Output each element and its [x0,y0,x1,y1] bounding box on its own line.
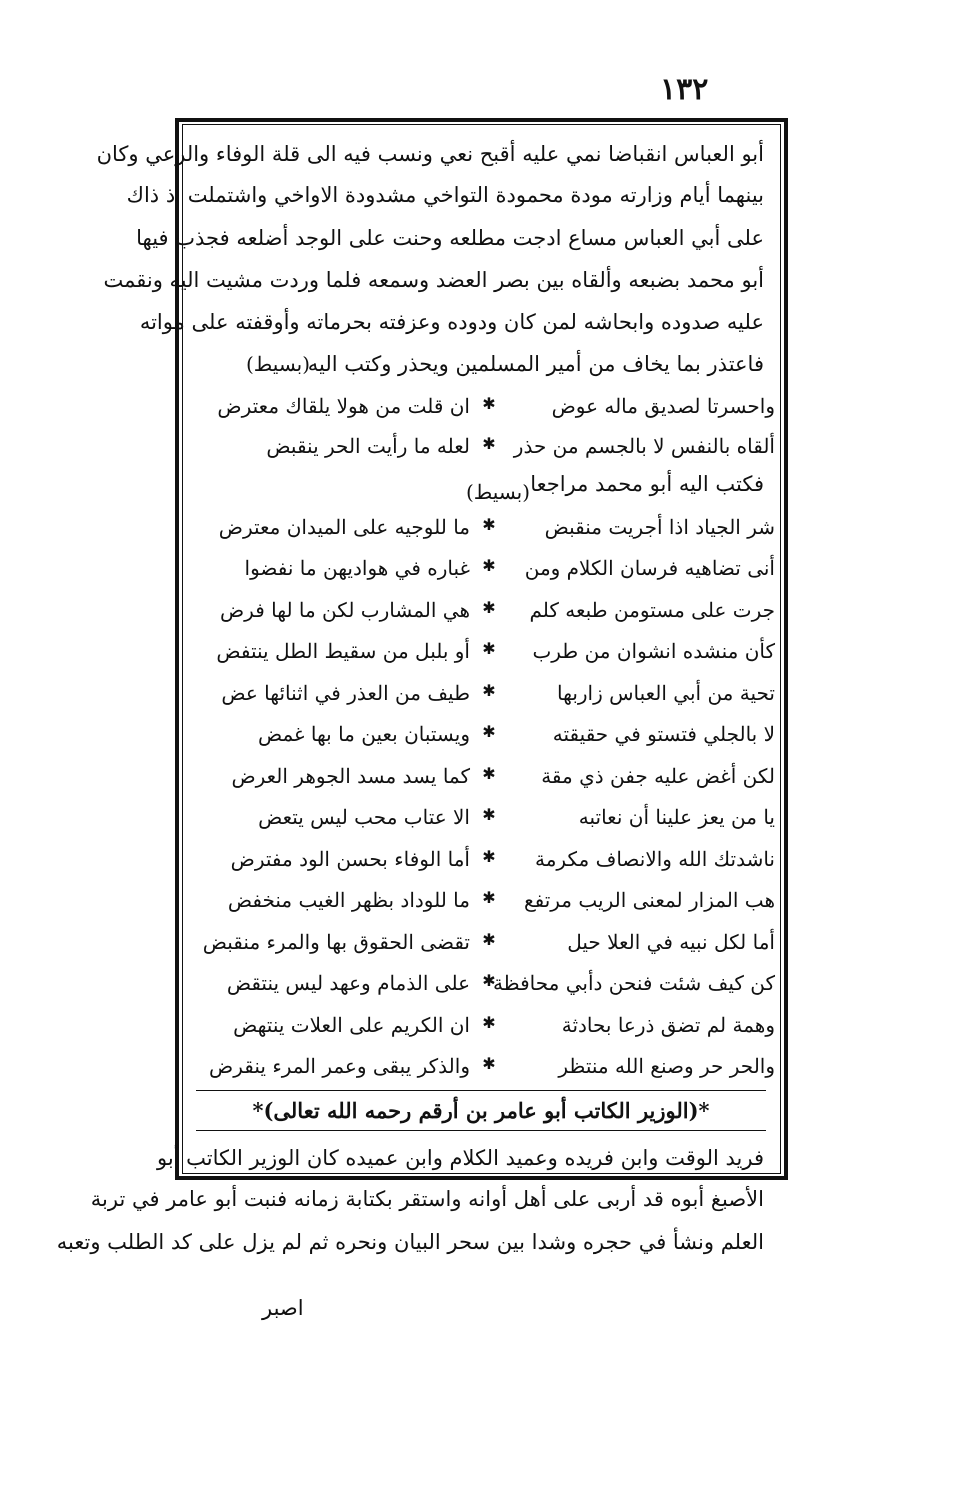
hemistich-left: كما يسد مسد الجوهر العرض [231,764,470,788]
catchword: اصبر [262,1296,304,1320]
hemistich-right: لا بالجلي فتستو في حقيقته [552,722,775,746]
star-separator: ✱ [482,805,496,824]
star-separator: ✱ [482,1013,496,1032]
prose-line: بينهما أيام وزارته مودة محمودة التواخي مشدودة الاواخي واشتملت اذ ذاك [126,183,764,207]
section-paragraph [56,1140,764,1270]
verse-row [205,722,775,756]
section-rule-top [196,1090,766,1091]
hemistich-right: تحية من أبي العباس زاربها [557,681,775,705]
prose-line: الأصبغ أبوه قد أربى على أهل أوانه واستقر بكتابة زمانه فنبت أبو عامر في تربة [90,1187,764,1211]
page-number: ١٣٢ [660,72,709,107]
hemistich-right: واحسرتا لصديق ماله عوض [551,394,775,418]
star-separator: ✱ [482,434,496,453]
star-separator: ✱ [482,556,496,575]
intro-paragraph [96,136,764,376]
hemistich-right: شر الجياد اذا أجريت منقبض [544,515,775,539]
verse-row [205,394,775,428]
hemistich-left: الا عتاب محب ليس يتعض [258,805,470,829]
prose-line: على أبي العباس مساع ادجت مطلعه وحنت على الوجد أضلعه فجذب فيها [136,226,764,250]
star-separator: ✱ [482,722,496,741]
hemistich-left: على الذمام وعهد ليس ينتقض [226,971,470,995]
verse-row [205,1054,775,1088]
star-separator: ✱ [482,847,496,866]
verse-row [205,805,775,839]
star-separator: ✱ [482,764,496,783]
star-separator: ✱ [482,888,496,907]
prose-line: عليه صدوده وابحاشه لمن كان ودوده وعزفته بحرماته وأوقفته على مواته [139,310,764,334]
hemistich-left: أما الوفاء بحسن الود مفترض [230,847,470,871]
star-separator: ✱ [482,1054,496,1073]
verse-row [205,888,775,922]
hemistich-left: طيف من العذر في اثنائها عض [221,681,470,705]
prose-line: العلم ونشأ في حجره وشدا بين سحر البيان ونحره ثم لم يزل على كد الطلب وتعبه [56,1230,764,1254]
meter-label: (بسيط) [246,352,311,376]
verse-row [205,434,775,468]
intro-line-2: فكتب اليه أبو محمد مراجعا [530,472,764,496]
verse-row [205,639,775,673]
section-rule-bottom [196,1130,766,1131]
hemistich-right: أنى تضاهيه فرسان الكلام ومن [524,556,775,580]
star-separator: ✱ [482,639,496,658]
hemistich-right: وهمة لم تضق ذرعا بحادثة [561,1013,775,1037]
hemistich-right: هب المزار لمعنى الريب مرتفع [523,888,775,912]
hemistich-right: كن كيف شئت فنحن دأبي محافظة [492,971,775,995]
hemistich-right: والحر حر وصنع الله منتظر [558,1054,775,1078]
star-separator: ✱ [482,394,496,413]
star-separator: ✱ [482,971,496,990]
hemistich-left: والذكر يبقى وعمر المرء ينقرض [209,1054,470,1078]
hemistich-right: ناشدتك الله والانصاف مكرمة [535,847,775,871]
star-separator: ✱ [482,515,496,534]
hemistich-right: يا من يعز علينا أن نعاتبه [578,805,775,829]
meter-label: (بسيط) [466,480,531,504]
star-separator: ✱ [482,681,496,700]
hemistich-left: ان قلت من هولا يلقاك معترض [217,394,470,418]
verse-row [205,1013,775,1047]
prose-line: فاعتذر بما يخاف من أمير المسلمين ويحذر وكتب اليه [307,352,764,376]
star-separator: ✱ [482,930,496,949]
verse-row [205,556,775,590]
prose-line: فريد الوقت وابن فريده وعميد الكلام وابن عميده كان الوزير الكاتب أبو [156,1146,764,1170]
hemistich-right: جرت على مستومن طبعه كلم [529,598,775,622]
prose-line: أبو العباس انقباضا نمي عليه أقبح نعي ونسب فيه الى قلة الوفاء والرعي وكان [96,142,764,166]
verse-row [205,764,775,798]
hemistich-right: كأن منشده انشوان من طرب [532,639,775,663]
hemistich-left: ما للوداد بظهر الغيب منخفض [227,888,470,912]
hemistich-left: أو بلبل من سقيط الطل ينتفض [216,639,470,663]
hemistich-left: تقضى الحقوق بها والمرء منقبض [202,930,470,954]
hemistich-right: لكن أغض عليه جفن ذي مقة [541,764,775,788]
star-separator: ✱ [482,598,496,617]
hemistich-left: غباره في هواديهن ما نفضوا [244,556,470,580]
hemistich-right: أما لكل نبيه في العلا حيل [567,930,775,954]
hemistich-left: ان الكريم على العلات ينتهض [233,1013,470,1037]
section-heading: *(الوزير الكاتب أبو عامر بن أرقم رحمه الله تعالى)* [252,1098,710,1123]
verse-row [205,847,775,881]
verse-row [202,930,775,964]
verse-row [205,681,775,715]
hemistich-left: ما للوجيه على الميدان معترض [218,515,470,539]
hemistich-left: ويستبان بعين ما بها غمض [257,722,470,746]
verse-row [205,515,775,549]
hemistich-right: ألقاه بالنفس لا بالجسم من حذر [513,434,775,458]
prose-line: أبو محمد بضبعه وألقاه بين بصر العضد وسمعه فلما وردت مشيت اليه ونقمت [103,268,764,292]
hemistich-left: هي المشارب لكن ما لها فرض [220,598,470,622]
verse-row [205,971,775,1005]
verse-row [205,598,775,632]
hemistich-left: لعله ما رأيت الحر ينقبض [266,434,470,458]
